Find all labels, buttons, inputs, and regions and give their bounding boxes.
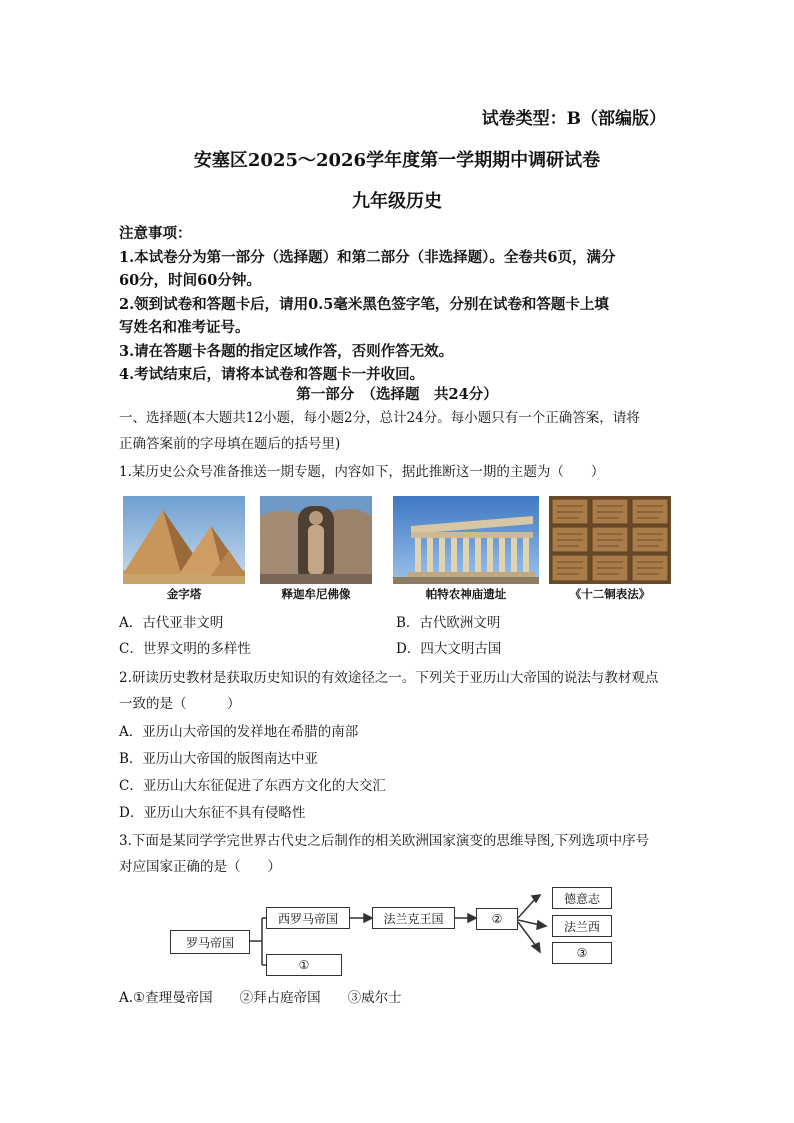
notes-line: 4.考试结束后，请将本试卷和答题卡一并收回。 [119, 366, 425, 383]
question-3-stem: 3.下面是某同学学完世界古代史之后制作的相关欧洲国家演变的思维导图,下列选项中序号 [119, 833, 650, 849]
section-instructions: 正确答案前的字母填在题后的括号里) [119, 436, 341, 452]
node-germany: 德意志 [552, 887, 612, 909]
option-d[interactable]: D．亚历山大东征不具有侵略性 [119, 805, 306, 821]
section-instructions: 一、选择题(本大题共12小题，每小题2分，总计24分。每小题只有一个正确答案，请将 [119, 410, 640, 426]
question-1-options-row [119, 636, 679, 662]
question-2-stem: 一致的是（ ） [119, 696, 241, 712]
parthenon-image [393, 496, 539, 584]
question-1-stem: 1.某历史公众号准备推送一期专题，内容如下，据此推断这一期的主题为（ ） [119, 464, 605, 480]
notes-line: 60分，时间60分钟。 [119, 272, 261, 289]
caption-parthenon: 帕特农神庙遗址 [425, 587, 507, 601]
option-c[interactable]: C．世界文明的多样性 [119, 641, 251, 657]
option-b[interactable]: B．亚历山大帝国的版图南达中亚 [119, 751, 318, 767]
notes-section [119, 222, 679, 387]
notes-line: 3.请在答题卡各题的指定区域作答，否则作答无效。 [119, 342, 454, 360]
node-western-roman-empire: 西罗马帝国 [266, 907, 350, 929]
pyramids-image [123, 496, 245, 584]
question-3-stem: 对应国家正确的是（ ） [119, 859, 281, 875]
exam-title: 安塞区2025～2026学年度第一学期期中调研试卷 [193, 150, 601, 171]
subject-title: 九年级历史 [352, 191, 442, 212]
notes-line: 1.本试卷分为第一部分（选择题）和第二部分（非选择题）。全卷共6页，满分 [119, 248, 616, 266]
question-1-options-row [119, 610, 679, 636]
node-roman-empire: 罗马帝国 [170, 930, 250, 954]
node-frankish-kingdom: 法兰克王国 [372, 907, 455, 929]
question-1-images [119, 496, 679, 606]
paper-type-label: 试卷类型：B（部编版） [481, 109, 666, 129]
node-blank-1: ① [266, 954, 342, 976]
option-d[interactable]: D．四大文明古国 [396, 641, 502, 657]
question-2-stem: 2.研读历史教材是获取历史知识的有效途径之一。下列关于亚历山大帝国的说法与教材观点 [119, 670, 659, 686]
notes-line: 2.领到试卷和答题卡后，请用0.5毫米黑色签字笔，分别在试卷和答题卡上填 [119, 295, 609, 313]
part-one-title: 第一部分 （选择题 共24分） [296, 386, 498, 403]
caption-buddha-statue: 释迦牟尼佛像 [281, 587, 351, 601]
caption-twelve-tables: 《十二铜表法》 [569, 587, 651, 601]
option-a[interactable]: A.①查理曼帝国 ②拜占庭帝国 ③威尔士 [119, 990, 402, 1006]
caption-pyramid: 金字塔 [166, 587, 202, 601]
notes-line: 写姓名和准考证号。 [119, 319, 250, 336]
option-a[interactable]: A．亚历山大帝国的发祥地在希腊的南部 [119, 724, 359, 740]
mind-map [170, 880, 620, 985]
option-c[interactable]: C．亚历山大东征促进了东西方文化的大交汇 [119, 778, 386, 794]
notes-heading: 注意事项： [119, 225, 192, 242]
node-blank-2: ② [476, 908, 518, 930]
option-b[interactable]: B．古代欧洲文明 [396, 615, 501, 631]
node-france: 法兰西 [552, 915, 612, 937]
node-blank-3: ③ [552, 942, 612, 964]
twelve-tables-image [549, 496, 671, 584]
option-a[interactable]: A．古代亚非文明 [119, 615, 224, 631]
buddha-statue-image [260, 496, 372, 584]
